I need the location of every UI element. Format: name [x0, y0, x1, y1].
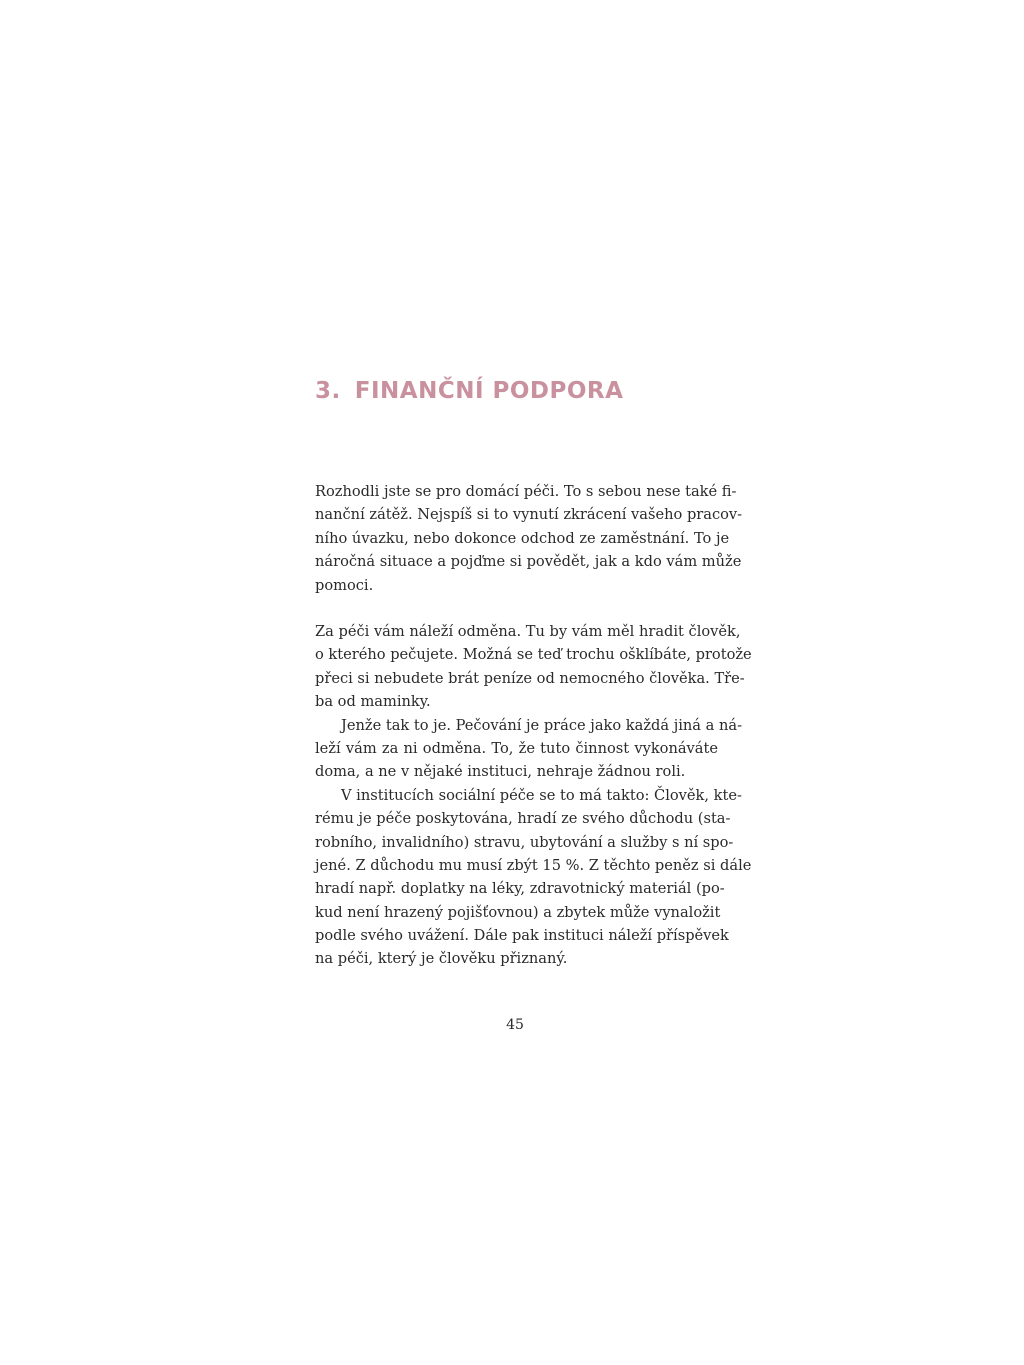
body-line: V institucích sociální péče se to má takto: Člověk, kte-: [341, 786, 742, 804]
intro-line: ního úvazku, nebo dokonce odchod ze zaměstnání. To je: [315, 529, 730, 547]
body-line: leží vám za ni odměna. To, že tuto činnost vykonáváte: [315, 739, 718, 757]
body-text: [315, 620, 752, 971]
chapter-title: FINANČNÍ PODPORA: [354, 378, 624, 404]
body-line: jené. Z důchodu mu musí zbýt 15 %. Z těchto peněz si dále: [315, 856, 752, 874]
intro-line: náročná situace a pojďme si povědět, jak a kdo vám může: [315, 553, 742, 571]
body-line: přeci si nebudete brát peníze od nemocného člověka. Tře-: [315, 669, 745, 687]
page-number: 45: [506, 1017, 524, 1033]
body-line: rému je péče poskytována, hradí ze svého důchodu (sta-: [315, 810, 731, 828]
body-line: na péči, který je člověku přiznaný.: [315, 950, 568, 968]
chapter-heading: [315, 378, 623, 404]
body-line: Za péči vám náleží odměna. Tu by vám měl hradit člověk,: [315, 623, 741, 640]
body-line: kud není hrazený pojišťovnou) a zbytek může vynaložit: [315, 903, 721, 921]
chapter-number: 3.: [315, 378, 341, 404]
intro-line: nanční zátěž. Nejspíš si to vynutí zkrácení vašeho pracov-: [315, 506, 743, 524]
body-line: podle svého uvážení. Dále pak instituci náleží příspěvek: [315, 927, 729, 945]
intro-line: pomoci.: [315, 576, 374, 594]
body-line: o kterého pečujete. Možná se teď trochu ošklíbáte, protože: [315, 646, 752, 664]
body-line: robního, invalidního) stravu, ubytování a služby s ní spo-: [315, 833, 734, 851]
intro-paragraph: [315, 480, 743, 597]
body-line: ba od maminky.: [315, 693, 431, 711]
body-line: hradí např. doplatky na léky, zdravotnický materiál (po-: [315, 880, 725, 898]
intro-line: Rozhodli jste se pro domácí péči. To s sebou nese také fi-: [315, 483, 737, 500]
body-line: Jenže tak to je. Pečování je práce jako každá jiná a ná-: [341, 716, 743, 734]
body-line: doma, a ne v nějaké instituci, nehraje žádnou roli.: [315, 763, 686, 781]
